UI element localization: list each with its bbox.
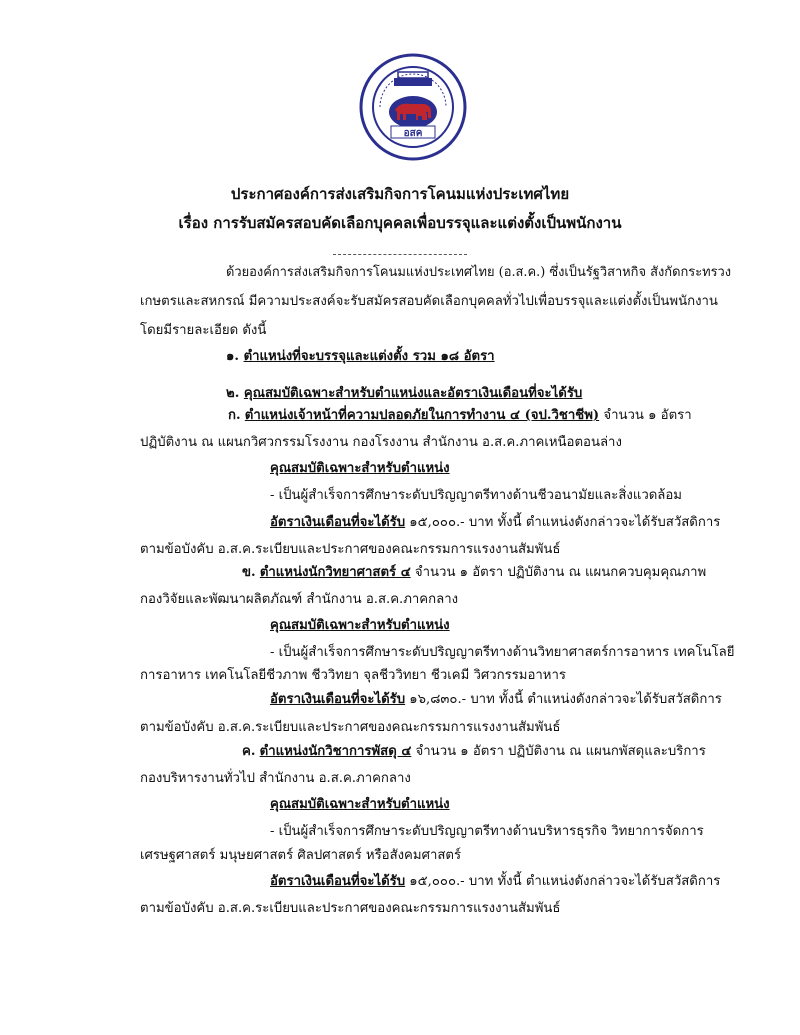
section-2-number: ๒. bbox=[226, 386, 240, 401]
position-a-salary bbox=[270, 513, 720, 533]
position-c-salary bbox=[270, 872, 720, 892]
position-a-title: ตำแหน่งเจ้าหน้าที่ความปลอดภัยในการทำงาน ๔ (จป.วิชาชีพ) bbox=[244, 408, 600, 423]
header-separator bbox=[333, 254, 467, 255]
intro-line-3: โดยมีรายละเอียด ดังนี้ bbox=[140, 323, 267, 338]
position-b-salary-1: ๑๖,๘๓๐.- บาท ทั้งนี้ ตำแหน่งดังกล่าวจะได้รับสวัสดิการ bbox=[405, 692, 722, 707]
position-c-salary-heading: อัตราเงินเดือนที่จะได้รับ bbox=[270, 874, 406, 889]
position-a-salary-1: ๑๕,๐๐๐.- บาท ทั้งนี้ ตำแหน่งดังกล่าวจะได้รับสวัสดิการ bbox=[405, 515, 721, 530]
position-c-letter: ค. bbox=[242, 744, 256, 759]
position-b-letter: ข. bbox=[242, 565, 256, 580]
position-b-detail-2: กองวิจัยและพัฒนาผลิตภัณฑ์ สำนักงาน อ.ส.ค.ภาคกลาง bbox=[140, 592, 459, 607]
position-a-header bbox=[228, 406, 692, 426]
position-b-detail-1: จำนวน ๑ อัตรา ปฏิบัติงาน ณ แผนกควบคุมคุณภาพ bbox=[410, 565, 707, 580]
position-a-detail-2: ปฏิบัติงาน ณ แผนกวิศวกรรมโรงงาน กองโรงงาน สำนักงาน อ.ส.ค.ภาคเหนือตอนล่าง bbox=[140, 435, 622, 450]
position-b-header bbox=[242, 563, 706, 583]
position-c-detail-1: จำนวน ๑ อัตรา ปฏิบัติงาน ณ แผนกพัสดุและบริการ bbox=[411, 744, 706, 759]
announcement-title: ประกาศองค์การส่งเสริมกิจการโคนมแห่งประเทศไทย bbox=[230, 185, 570, 203]
position-b-qual-2: การอาหาร เทคโนโลยีชีวภาพ ชีววิทยา จุลชีววิทยา ชีวเคมี วิศวกรรมอาหาร bbox=[140, 668, 566, 683]
position-b-salary bbox=[270, 690, 722, 710]
position-c-salary-2: ตามข้อบังคับ อ.ส.ค.ระเบียบและประกาศของคณะกรรมการแรงงานสัมพันธ์ bbox=[140, 901, 561, 916]
position-b-salary-2: ตามข้อบังคับ อ.ส.ค.ระเบียบและประกาศของคณะกรรมการแรงงานสัมพันธ์ bbox=[140, 720, 561, 735]
position-a-salary-2: ตามข้อบังคับ อ.ส.ค.ระเบียบและประกาศของคณะกรรมการแรงงานสัมพันธ์ bbox=[140, 542, 561, 557]
logo-monogram: อสค bbox=[403, 128, 423, 139]
intro-line-2: เกษตรและสหกรณ์ มีความประสงค์จะรับสมัครสอบคัดเลือกบุคคลทั่วไปเพื่อบรรจุและแต่งตั้งเป็นพนักงาน bbox=[140, 294, 718, 309]
position-c-title: ตำแหน่งนักวิชาการพัสดุ ๔ bbox=[259, 744, 412, 759]
section-2 bbox=[226, 384, 582, 404]
position-a-qual-heading: คุณสมบัติเฉพาะสำหรับตำแหน่ง bbox=[270, 461, 450, 476]
position-a-detail-1: จำนวน ๑ อัตรา bbox=[599, 408, 692, 423]
position-a-qual-1: - เป็นผู้สำเร็จการศึกษาระดับปริญญาตรีทางด้านชีวอนามัยและสิ่งแวดล้อม bbox=[270, 488, 682, 503]
position-b-qual-1: - เป็นผู้สำเร็จการศึกษาระดับปริญญาตรีทางด้านวิทยาศาสตร์การอาหาร เทคโนโลยี bbox=[270, 645, 735, 660]
position-b-qual-heading: คุณสมบัติเฉพาะสำหรับตำแหน่ง bbox=[270, 618, 450, 633]
announcement-subject: เรื่อง การรับสมัครสอบคัดเลือกบุคคลเพื่อบรรจุและแต่งตั้งเป็นพนักงาน bbox=[178, 214, 622, 232]
section-1 bbox=[226, 347, 495, 367]
position-c-qual-1: - เป็นผู้สำเร็จการศึกษาระดับปริญญาตรีทางด้านบริหารธุรกิจ วิทยาการจัดการ bbox=[270, 824, 704, 839]
position-a-letter: ก. bbox=[228, 408, 241, 423]
position-b-title: ตำแหน่งนักวิทยาศาสตร์ ๔ bbox=[259, 565, 411, 580]
position-c-header bbox=[242, 742, 706, 762]
intro-line-1: ด้วยองค์การส่งเสริมกิจการโคนมแห่งประเทศไทย (อ.ส.ค.) ซึ่งเป็นรัฐวิสาหกิจ สังกัดกระทรวง bbox=[226, 265, 732, 280]
position-b-salary-heading: อัตราเงินเดือนที่จะได้รับ bbox=[270, 692, 406, 707]
position-a-salary-heading: อัตราเงินเดือนที่จะได้รับ bbox=[270, 515, 406, 530]
section-2-heading: คุณสมบัติเฉพาะสำหรับตำแหน่งและอัตราเงินเดือนที่จะได้รับ bbox=[243, 386, 583, 401]
dpo-seal-logo bbox=[358, 52, 468, 162]
position-c-qual-2: เศรษฐศาสตร์ มนุษยศาสตร์ ศิลปศาสตร์ หรือสังคมศาสตร์ bbox=[140, 848, 462, 863]
position-c-salary-1: ๑๕,๐๐๐.- บาท ทั้งนี้ ตำแหน่งดังกล่าวจะได้รับสวัสดิการ bbox=[405, 874, 721, 889]
section-1-number: ๑. bbox=[226, 349, 239, 364]
position-c-qual-heading: คุณสมบัติเฉพาะสำหรับตำแหน่ง bbox=[270, 797, 450, 812]
position-c-detail-2: กองบริหารงานทั่วไป สำนักงาน อ.ส.ค.ภาคกลาง bbox=[140, 771, 411, 786]
section-1-heading: ตำแหน่งที่จะบรรจุและแต่งตั้ง รวม ๑๘ อัตรา bbox=[243, 349, 495, 364]
